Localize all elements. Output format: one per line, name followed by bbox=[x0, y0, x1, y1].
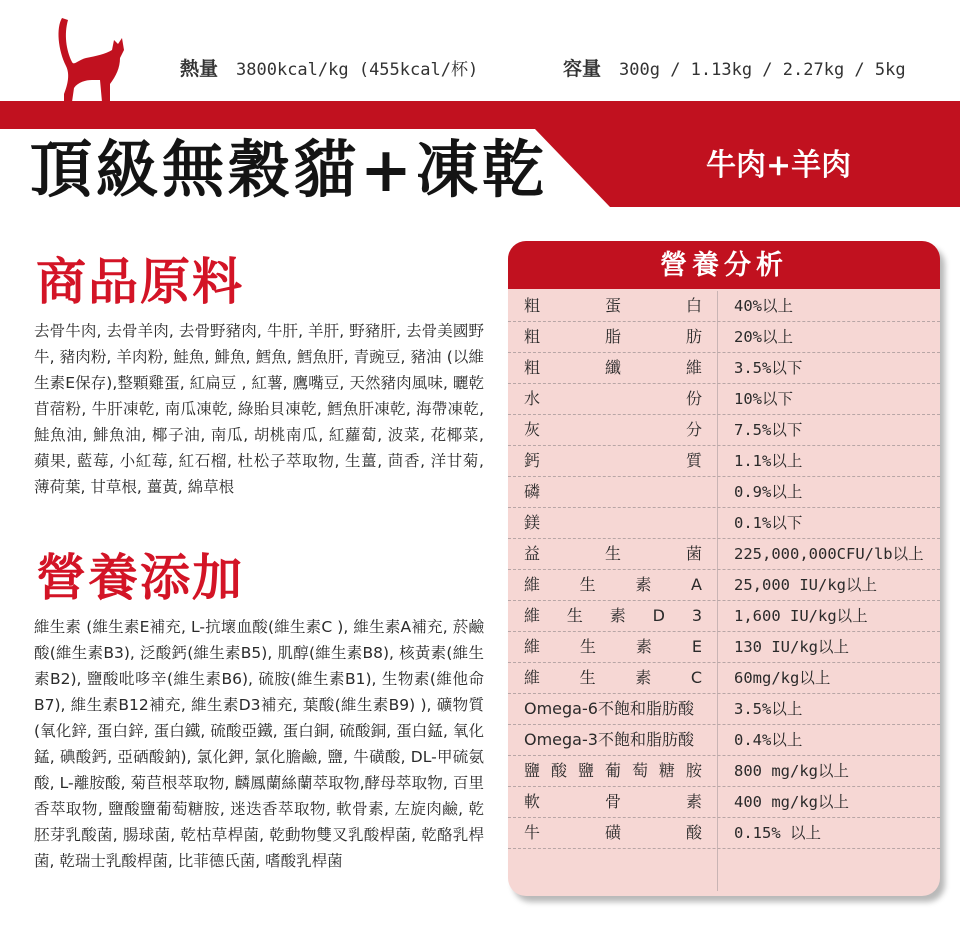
analysis-row bbox=[508, 291, 940, 322]
ingredients-text: 去骨牛肉, 去骨羊肉, 去骨野豬肉, 牛肝, 羊肝, 野豬肝, 去骨美國野牛, 豬肉粉, 羊肉粉, 鮭魚, 鯡魚, 鱈魚, 鱈魚肝, 青豌豆, 豬油 (以維生素E保存),整顆雞蛋, 紅扁豆 , 紅薯, 鷹嘴豆, 天然豬肉風味, 曬乾苜蓿粉, 牛肝凍乾, 南瓜凍乾, 綠貽貝凍乾, 鱈魚肝凍乾, 海帶凍乾, 鮭魚油, 鯡魚油, 椰子油, 南瓜, 胡桃南瓜, 紅蘿蔔, 波菜, 花椰菜, 蘋果, 藍莓, 小紅莓, 紅石榴, 杜松子萃取物, 生薑, 茴香, 洋甘菊, 薄荷葉, 甘草根, 薑黃, 綿草根 bbox=[34, 322, 484, 496]
analysis-row bbox=[508, 570, 940, 601]
capacity-label: 容量 bbox=[563, 58, 602, 80]
analysis-row bbox=[508, 322, 940, 353]
analysis-row bbox=[508, 353, 940, 384]
analysis-row-value: 0.9%以上 bbox=[734, 483, 803, 501]
analysis-row bbox=[508, 818, 940, 849]
analysis-row-value: 40%以上 bbox=[734, 297, 793, 315]
cat-silhouette-icon bbox=[52, 10, 132, 106]
analysis-row bbox=[508, 694, 940, 725]
analysis-row-name: 鹽 酸 鹽 葡 萄 糖 胺 bbox=[524, 761, 702, 780]
analysis-row-value: 3.5%以下 bbox=[734, 359, 803, 377]
analysis-row-value: 7.5%以下 bbox=[734, 421, 803, 439]
analysis-heading: 營養分析 bbox=[508, 241, 940, 289]
ingredients-heading: 商品原料 bbox=[36, 253, 244, 311]
product-info-line bbox=[180, 54, 940, 82]
analysis-row-value: 0.4%以上 bbox=[734, 731, 803, 749]
analysis-row-value: 0.15% 以上 bbox=[734, 824, 821, 842]
analysis-row-value: 0.1%以下 bbox=[734, 514, 803, 532]
analysis-row-name: 牛 磺 酸 bbox=[524, 823, 702, 842]
analysis-row-value: 3.5%以上 bbox=[734, 700, 803, 718]
analysis-row-name: 益 生 菌 bbox=[524, 544, 702, 563]
analysis-row-name: 水 份 bbox=[524, 389, 702, 408]
analysis-row-name: 灰 分 bbox=[524, 420, 702, 439]
additives-text: 維生素 (維生素E補充, L-抗壞血酸(維生素C ), 維生素A補充, 菸鹼酸(維生素B3), 泛酸鈣(維生素B5), 肌醇(維生素B8), 核黃素(維生素B2), 鹽酸吡哆辛(維生素B6), 硫胺(維生素B1), 生物素(維他命B7), 維生素B12補充, 維生素D3補充, 葉酸(維生素B9) ), 礦物質 (氧化鋅, 蛋白鋅, 蛋白鐵, 硫酸亞鐵, 蛋白銅, 硫酸銅, 蛋白錳, 氧化錳, 碘酸鈣, 亞硒酸鈉), 氯化鉀, 氯化膽鹼, 鹽, 牛磺酸, DL-甲硫氨酸, L-離胺酸, 菊苣根萃取物, 麟鳳蘭絲蘭萃取物,酵母萃取物, 百里香萃取物, 鹽酸鹽葡萄糖胺, 迷迭香萃取物, 軟骨素, 左旋肉鹼, 乾胚芽乳酸菌, 腸球菌, 乾枯草桿菌, 乾動物雙叉乳酸桿菌, 乾酪乳桿菌, 乾瑞士乳酸桿菌, 比菲德氏菌, 嗜酸乳桿菌 bbox=[34, 618, 484, 870]
capacity-info bbox=[563, 54, 906, 81]
nutrition-analysis-panel bbox=[508, 241, 940, 896]
analysis-row-name: 維 生 素 C bbox=[524, 668, 702, 687]
analysis-row bbox=[508, 384, 940, 415]
analysis-row-value: 1,600 IU/kg以上 bbox=[734, 607, 868, 625]
analysis-row bbox=[508, 725, 940, 756]
analysis-row bbox=[508, 632, 940, 663]
analysis-row-name: 粗 蛋 白 bbox=[524, 296, 702, 315]
energy-value: 3800kcal/kg (455kcal/杯) bbox=[236, 60, 479, 80]
analysis-row-name: 軟 骨 素 bbox=[524, 792, 702, 811]
analysis-row-value: 800 mg/kg以上 bbox=[734, 762, 849, 780]
analysis-row-value: 20%以上 bbox=[734, 328, 793, 346]
analysis-row bbox=[508, 539, 940, 570]
analysis-row-value: 1.1%以上 bbox=[734, 452, 803, 470]
page-title: 頂級無穀貓+凍乾 bbox=[30, 133, 548, 206]
analysis-row-name: 磷 bbox=[524, 482, 541, 501]
energy-label: 熱量 bbox=[180, 58, 219, 80]
analysis-row-value: 400 mg/kg以上 bbox=[734, 793, 849, 811]
analysis-row bbox=[508, 477, 940, 508]
analysis-row bbox=[508, 787, 940, 818]
top-red-band bbox=[0, 101, 960, 129]
analysis-row-value: 10%以下 bbox=[734, 390, 793, 408]
analysis-row bbox=[508, 756, 940, 787]
analysis-row-name: 鎂 bbox=[524, 513, 541, 532]
analysis-row bbox=[508, 446, 940, 477]
analysis-row-name: 維 生 素 D 3 bbox=[524, 606, 702, 625]
additives-heading: 營養添加 bbox=[36, 549, 244, 607]
energy-info bbox=[180, 54, 478, 81]
analysis-row-value: 60mg/kg以上 bbox=[734, 669, 831, 687]
analysis-row-value: 25,000 IU/kg以上 bbox=[734, 576, 877, 594]
analysis-row-name: 維 生 素 E bbox=[524, 637, 702, 656]
analysis-row-value: 130 IU/kg以上 bbox=[734, 638, 849, 656]
analysis-row-name: 鈣 質 bbox=[524, 451, 702, 470]
analysis-row-name: Omega-6不飽和脂肪酸 bbox=[524, 699, 694, 718]
analysis-row bbox=[508, 508, 940, 539]
analysis-row bbox=[508, 415, 940, 446]
analysis-row-name: 粗 脂 肪 bbox=[524, 327, 702, 346]
capacity-value: 300g / 1.13kg / 2.27kg / 5kg bbox=[619, 60, 906, 80]
analysis-row bbox=[508, 663, 940, 694]
analysis-row bbox=[508, 601, 940, 632]
flavor-label: 牛肉+羊肉 bbox=[706, 148, 852, 183]
analysis-row-name: 粗 纖 維 bbox=[524, 358, 702, 377]
analysis-row-name: 維 生 素 A bbox=[524, 575, 702, 594]
analysis-row-value: 225,000,000CFU/lb以上 bbox=[734, 545, 924, 563]
analysis-table bbox=[508, 291, 940, 849]
analysis-row-name: Omega-3不飽和脂肪酸 bbox=[524, 730, 694, 749]
